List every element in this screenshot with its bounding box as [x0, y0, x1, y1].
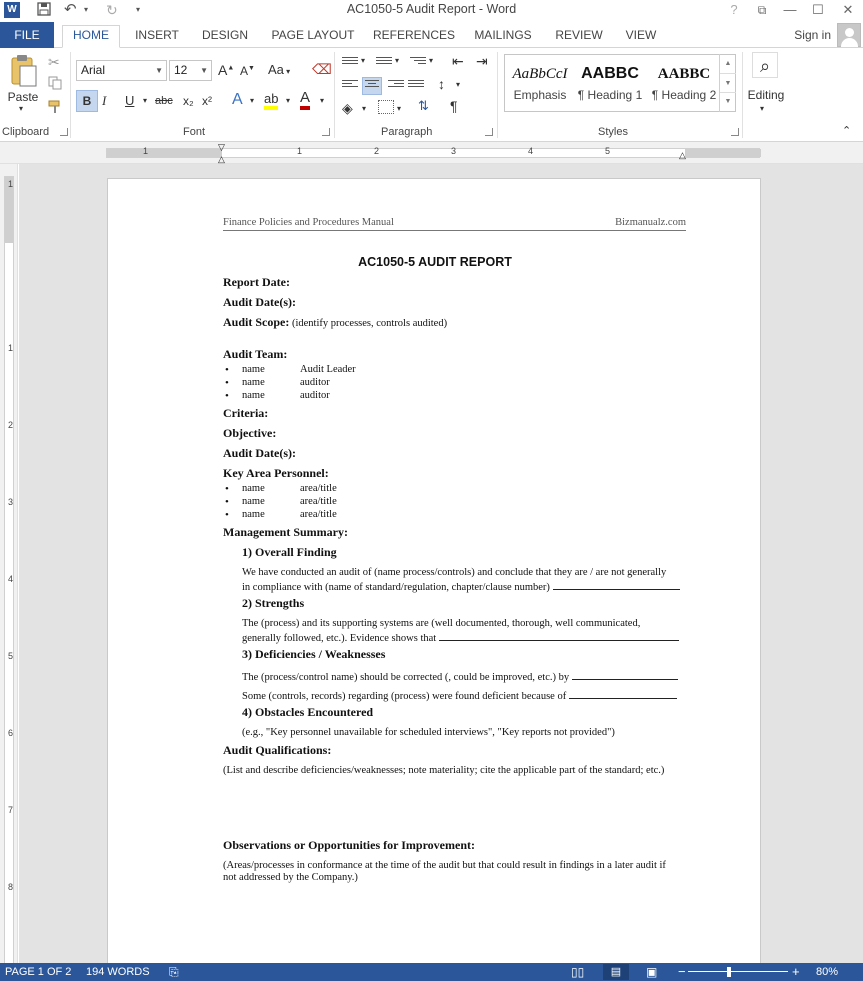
key-area-personnel-label: Key Area Personnel: — [223, 466, 329, 480]
underline-button[interactable]: U — [125, 93, 135, 108]
section-2-heading: 2) Strengths — [242, 596, 305, 610]
editing-button[interactable]: Editing — [747, 88, 785, 102]
text-effects-dropdown-icon[interactable]: ▾ — [250, 96, 255, 105]
tab-home[interactable]: HOME — [62, 25, 120, 48]
document-page[interactable] — [107, 178, 761, 963]
font-size-select[interactable]: 12 ▼ — [169, 60, 212, 81]
close-button[interactable]: ✕ — [842, 2, 854, 17]
style-emphasis[interactable]: AaBbCcI Emphasis — [512, 66, 568, 102]
word-count[interactable]: 194 WORDS — [86, 966, 150, 978]
align-center-icon[interactable] — [362, 77, 382, 95]
header-right-text: Bizmanualz.com — [615, 217, 686, 228]
line-spacing-dropdown-icon[interactable]: ▾ — [456, 80, 461, 89]
criteria-label: Criteria: — [223, 406, 269, 420]
audit-scope-line: Audit Scope: (identify processes, controls audited) — [223, 315, 448, 329]
font-name-select[interactable]: Arial ▼ — [76, 60, 167, 81]
list-item-role: area/title — [300, 483, 337, 494]
section-3-text-line-1: The (process/control name) should be corrected (, could be improved, etc.) by — [242, 669, 678, 684]
list-item-role: area/title — [300, 509, 337, 520]
audit-dates-label: Audit Date(s): — [223, 295, 296, 309]
text-effects-button[interactable]: A — [232, 91, 243, 108]
shading-icon[interactable]: ◈ — [342, 100, 353, 116]
italic-button[interactable]: I — [102, 93, 107, 108]
list-item: • name — [242, 509, 265, 521]
observations-text-line-1: (Areas/processes in conformance at the time of the audit but that could result in findings in a later audit if — [223, 860, 666, 871]
style-heading-2[interactable]: AABBC ¶ Heading 2 — [651, 66, 717, 102]
zoom-in-icon[interactable]: + — [792, 964, 800, 979]
chevron-down-icon: ▼ — [155, 66, 163, 75]
font-launcher-icon[interactable] — [322, 128, 330, 136]
page-header — [223, 217, 686, 231]
horizontal-ruler[interactable]: 1 1 2 3 4 5 ▽ △ △ — [0, 142, 863, 164]
left-indent-marker[interactable]: △ — [218, 154, 225, 164]
maximize-button[interactable]: ☐ — [812, 2, 824, 17]
chevron-down-icon: ▼ — [200, 66, 208, 75]
minimize-button[interactable]: — — [783, 2, 797, 17]
numbering-dropdown-icon[interactable]: ▾ — [395, 56, 400, 65]
font-color-button[interactable]: A — [300, 90, 310, 110]
highlight-dropdown-icon[interactable]: ▾ — [286, 96, 291, 105]
management-summary-label: Management Summary: — [223, 525, 348, 539]
list-item: • name — [242, 483, 265, 495]
section-3-heading: 3) Deficiencies / Weaknesses — [242, 647, 386, 661]
binoculars-icon[interactable]: ⌕ — [752, 52, 778, 78]
cut-icon[interactable]: ✂ — [48, 54, 60, 70]
numbering-icon[interactable] — [376, 57, 392, 69]
objective-label: Objective: — [223, 426, 277, 440]
ribbon-home — [0, 48, 863, 142]
styles-scrollbar[interactable] — [719, 54, 736, 112]
observations-text-line-2: not addressed by the Company.) — [223, 872, 358, 883]
scroll-up-icon: ▲ — [724, 60, 732, 67]
undo-icon[interactable]: ↶ — [64, 1, 77, 18]
sort-icon[interactable]: ⇅ — [418, 98, 429, 113]
section-1-text-line-2: in compliance with (name of standard/regulation, chapter/clause number) — [242, 579, 680, 594]
read-mode-icon[interactable]: ▯▯ — [571, 965, 585, 979]
strikethrough-button[interactable]: abc — [155, 95, 173, 107]
tab-design[interactable]: DESIGN — [201, 28, 248, 42]
list-item: • name — [242, 364, 265, 376]
ribbon-tabs — [0, 22, 863, 48]
first-line-indent-marker[interactable]: ▽ — [218, 142, 225, 152]
borders-icon[interactable] — [378, 100, 394, 114]
underline-dropdown-icon[interactable]: ▾ — [143, 96, 148, 105]
align-right-icon[interactable] — [388, 80, 404, 92]
borders-dropdown-icon[interactable]: ▾ — [397, 104, 402, 113]
header-left-text: Finance Policies and Procedures Manual — [223, 217, 394, 228]
list-item: • name — [242, 377, 265, 389]
list-item: • name — [242, 390, 265, 402]
zoom-slider-thumb[interactable] — [727, 967, 731, 977]
decrease-indent-icon[interactable]: ⇤ — [452, 53, 464, 69]
styles-launcher-icon[interactable] — [731, 128, 739, 136]
section-4-heading: 4) Obstacles Encountered — [242, 705, 374, 719]
style-heading-1[interactable]: AABBC ¶ Heading 1 — [577, 65, 643, 102]
font-group-label: Font — [183, 126, 206, 138]
tab-review[interactable]: REVIEW — [555, 28, 603, 42]
zoom-slider[interactable] — [688, 971, 788, 972]
superscript-button[interactable]: x² — [202, 94, 212, 108]
blank-line — [569, 688, 677, 699]
word-app-icon: W — [4, 2, 20, 18]
paste-icon[interactable] — [8, 54, 38, 88]
page-count[interactable]: PAGE 1 OF 2 — [5, 966, 72, 978]
editing-dropdown-icon[interactable]: ▾ — [760, 104, 765, 113]
scroll-down-icon: ▼ — [720, 73, 736, 92]
audit-team-label: Audit Team: — [223, 347, 288, 361]
line-spacing-icon[interactable]: ↕ — [438, 76, 445, 92]
document-canvas[interactable] — [19, 164, 863, 963]
justify-icon[interactable] — [408, 80, 424, 92]
clipboard-group-label: Clipboard — [2, 126, 50, 138]
change-case-button[interactable]: Aa ▾ — [268, 62, 291, 77]
grow-font-button[interactable]: A▲ — [218, 62, 235, 78]
gallery-more-icon: ▼ — [720, 92, 736, 110]
shrink-font-button[interactable]: A▼ — [240, 64, 255, 78]
web-layout-icon[interactable]: ▣ — [646, 965, 658, 979]
vertical-ruler[interactable]: 1 1 2 3 4 5 6 7 8 — [0, 164, 18, 964]
audit-qualifications-label: Audit Qualifications: — [223, 743, 332, 757]
paragraph-group-label: Paragraph — [381, 126, 433, 138]
window-title: AC1050-5 Audit Report - Word — [346, 2, 517, 16]
section-2-text-line-1: The (process) and its supporting systems are (well documented, thorough, well communicated, — [242, 618, 641, 629]
subscript-button[interactable]: x₂ — [183, 94, 194, 108]
show-formatting-button[interactable]: ¶ — [450, 98, 458, 114]
font-color-dropdown-icon[interactable]: ▾ — [320, 96, 325, 105]
section-1-heading: 1) Overall Finding — [242, 545, 337, 559]
increase-indent-icon[interactable]: ⇥ — [476, 53, 488, 69]
status-bar — [0, 963, 863, 981]
user-avatar[interactable] — [837, 23, 861, 47]
blank-line — [572, 669, 678, 680]
audit-qualifications-text: (List and describe deficiencies/weaknesses; note materiality; cite the applicable part of the standard; etc.) — [223, 765, 665, 776]
redo-icon[interactable]: ↻ — [106, 2, 118, 18]
list-item-role: auditor — [300, 377, 330, 388]
clipboard-launcher-icon[interactable] — [60, 128, 68, 136]
list-item-role: Audit Leader — [300, 364, 356, 375]
paste-button[interactable]: Paste — [7, 90, 39, 104]
tab-file[interactable]: FILE — [0, 22, 54, 48]
list-item-role: auditor — [300, 390, 330, 401]
document-title: AC1050-5 AUDIT REPORT — [358, 255, 512, 269]
ribbon-display-options-button[interactable]: ⧉ — [757, 3, 767, 17]
section-3-text-line-2: Some (controls, records) regarding (process) were found deficient because of — [242, 688, 677, 703]
align-left-icon[interactable] — [342, 80, 358, 92]
blank-line — [439, 630, 679, 641]
collapse-ribbon-icon[interactable]: ⌃ — [842, 125, 852, 137]
multilevel-dropdown-icon[interactable]: ▾ — [429, 56, 434, 65]
bold-button[interactable]: B — [76, 90, 98, 112]
undo-dropdown-icon[interactable]: ▾ — [84, 5, 89, 14]
bullets-icon[interactable] — [342, 57, 358, 69]
format-painter-icon[interactable] — [48, 100, 64, 117]
section-2-text-line-2: generally followed, etc.). Evidence shows that — [242, 630, 679, 645]
zoom-out-icon[interactable]: − — [678, 964, 686, 979]
print-layout-icon[interactable]: ▤ — [603, 964, 629, 980]
copy-icon[interactable] — [48, 76, 62, 93]
tab-insert[interactable]: INSERT — [135, 28, 179, 42]
list-item-role: area/title — [300, 496, 337, 507]
observations-label: Observations or Opportunities for Improvement: — [223, 838, 475, 852]
proofing-icon[interactable]: ⎘ — [169, 965, 179, 979]
tab-view[interactable]: VIEW — [625, 28, 657, 42]
sign-in-link[interactable]: Sign in — [794, 28, 831, 42]
styles-group-label: Styles — [598, 126, 628, 138]
multilevel-list-icon[interactable] — [410, 57, 426, 69]
customize-toolbar-icon[interactable]: ▾ — [136, 5, 141, 14]
paragraph-launcher-icon[interactable] — [485, 128, 493, 136]
list-item: • name — [242, 496, 265, 508]
right-indent-marker[interactable]: △ — [679, 150, 686, 160]
report-date-label: Report Date: — [223, 275, 290, 289]
help-button[interactable]: ? — [730, 2, 738, 17]
tab-references[interactable]: REFERENCES — [372, 28, 455, 42]
section-1-text-line-1: We have conducted an audit of (name process/controls) and conclude that they are / are not generally — [242, 567, 667, 578]
blank-line — [553, 579, 680, 590]
clear-formatting-icon[interactable]: ⌫ — [312, 61, 332, 77]
shading-dropdown-icon[interactable]: ▾ — [362, 104, 367, 113]
title-bar — [0, 0, 863, 22]
tab-page-layout[interactable]: PAGE LAYOUT — [271, 28, 355, 42]
audit-dates-label-2: Audit Date(s): — [223, 446, 296, 460]
bullets-dropdown-icon[interactable]: ▾ — [361, 56, 366, 65]
zoom-level[interactable]: 80% — [816, 966, 839, 978]
tab-mailings[interactable]: MAILINGS — [474, 28, 532, 42]
highlight-button[interactable]: ab — [264, 92, 278, 110]
section-4-text-line-1: (e.g., "Key personnel unavailable for scheduled interviews", "Key reports not provided") — [242, 727, 615, 738]
paste-dropdown-icon[interactable]: ▾ — [19, 104, 24, 113]
